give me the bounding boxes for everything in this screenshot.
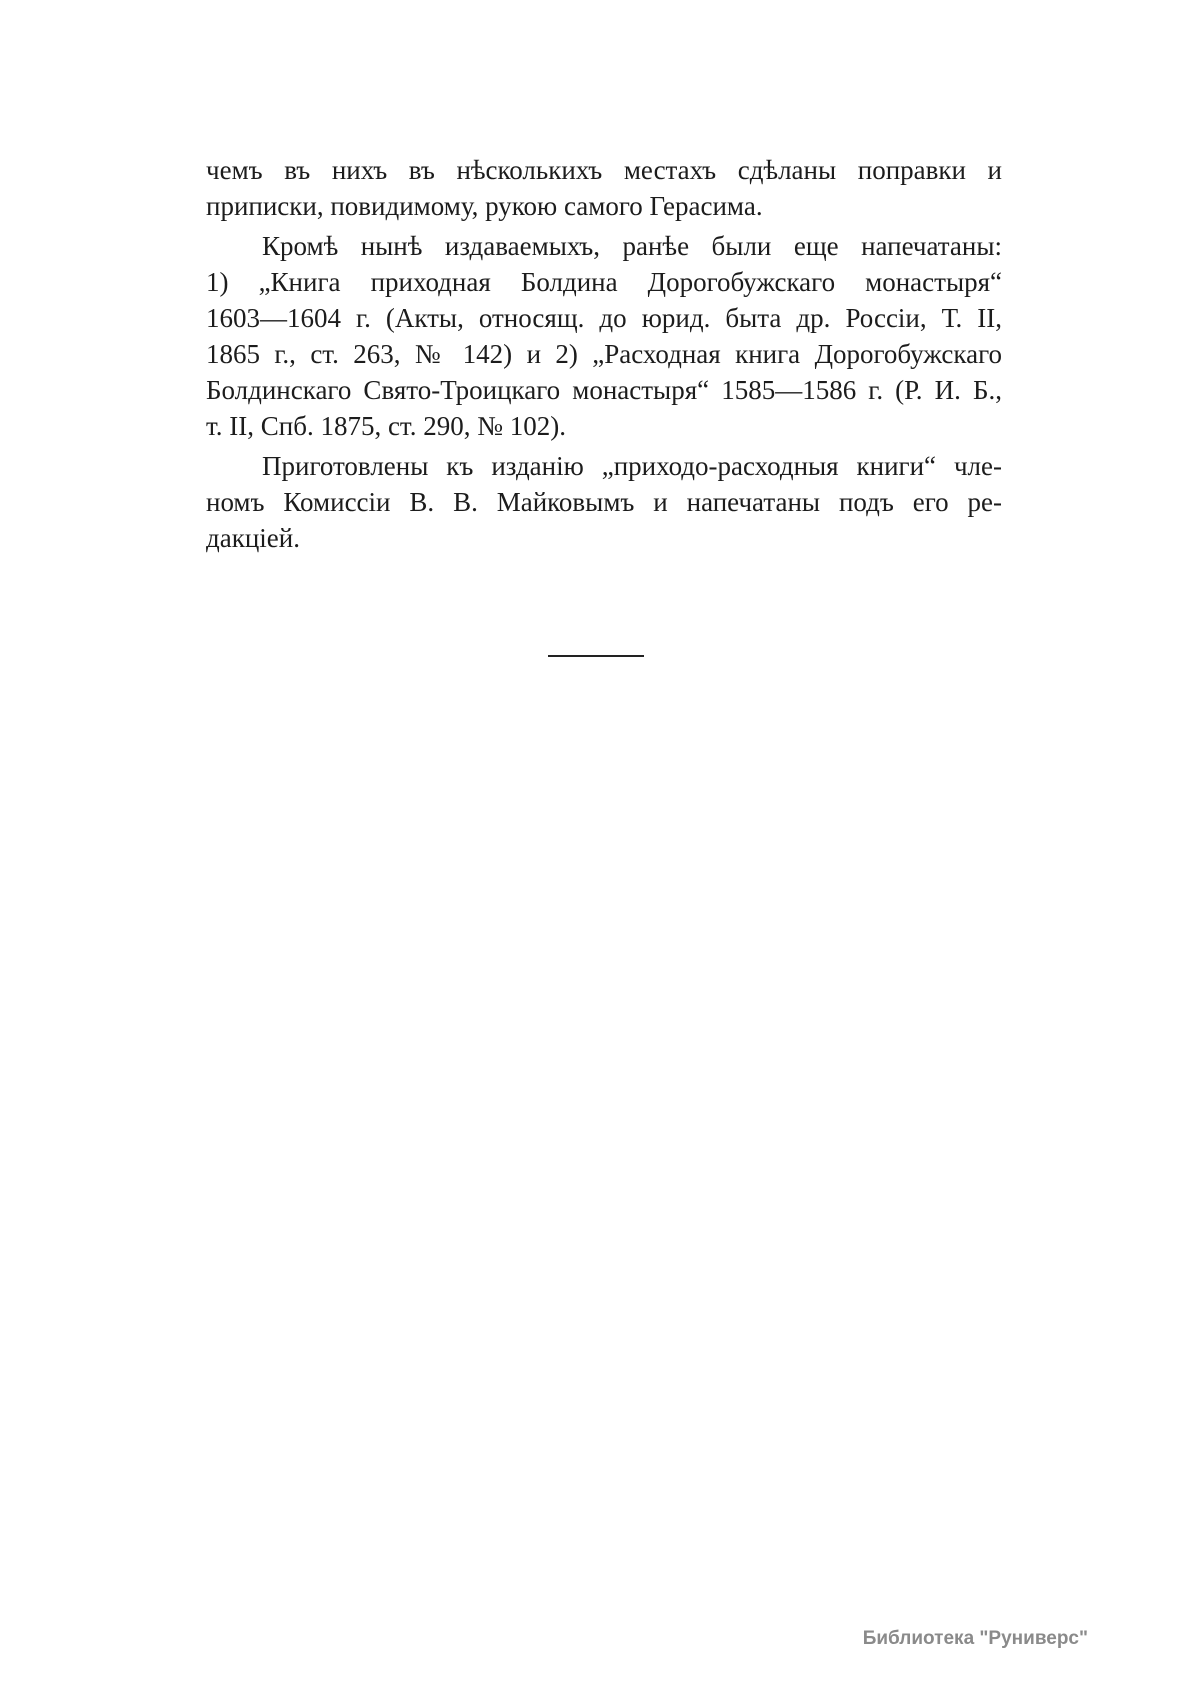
paragraph-2-line-4: 1865 г., ст. 263, № 142) и 2) „Расходная книга Дорогобужскаго — [206, 339, 1002, 369]
section-separator-rule — [548, 655, 644, 657]
paragraph-2-line-5: Болдинскаго Свято-Троицкаго монастыря“ 1585—1586 г. (Р. И. Б., — [206, 375, 1002, 405]
paragraph-3-line-2: номъ Комиссіи В. В. Майковымъ и напечатаны подъ его ре- — [206, 487, 1002, 517]
paragraph-2-line-1: Кромѣ нынѣ издаваемыхъ, ранѣе были еще напечатаны: — [262, 231, 1002, 261]
paragraph-1-line-2: приписки, повидимому, рукою самого Герасима. — [206, 191, 763, 221]
library-watermark: Библиотека "Руниверс" — [862, 1628, 1088, 1649]
paragraph-3-line-1: Приготовлены къ изданію „приходо-расходныя книги“ чле- — [262, 451, 1002, 481]
paragraph-2-line-6: т. II, Спб. 1875, ст. 290, № 102). — [206, 411, 566, 441]
body-text — [206, 152, 1002, 556]
paragraph-1-line-1: чемъ въ нихъ въ нѣсколькихъ местахъ сдѣланы поправки и — [206, 155, 1002, 185]
paragraph-2-line-2: 1) „Книга приходная Болдина Дорогобужскаго монастыря“ — [206, 267, 1002, 297]
paragraph-3-line-3: дакціей. — [206, 523, 300, 553]
paragraph-2-line-3: 1603—1604 г. (Акты, относящ. до юрид. быта др. Россіи, Т. II, — [206, 303, 1002, 333]
